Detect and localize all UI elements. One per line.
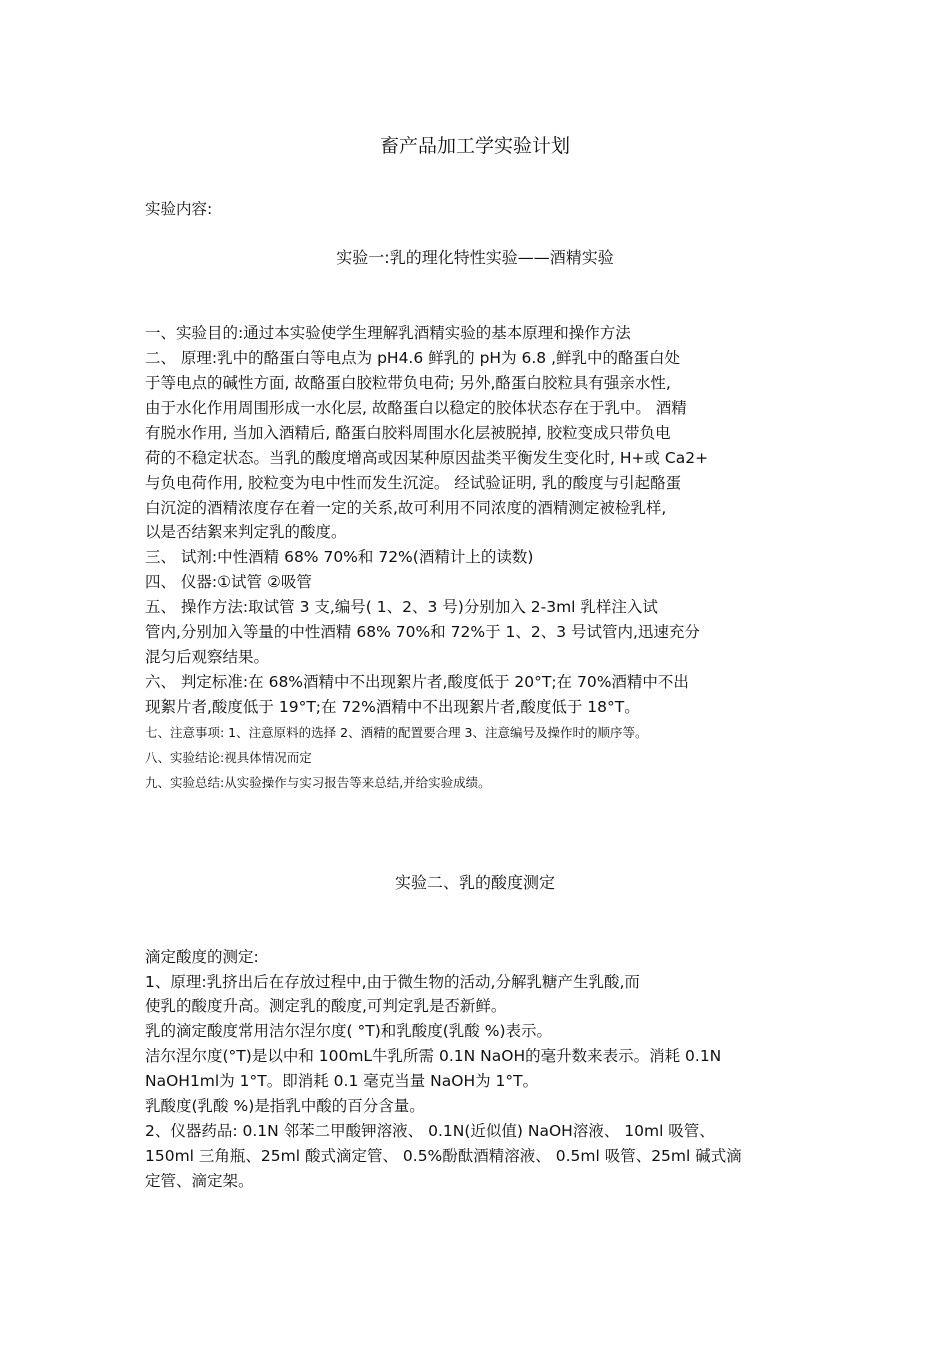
exp2-line: NaOH1ml为 1°T。即消耗 0.1 毫克当量 NaOH为 1°T。: [145, 1072, 539, 1090]
exp1-line: 五、 操作方法:取试管 3 支,编号( 1、2、3 号)分别加入 2-3ml 乳样注入试: [145, 598, 658, 616]
exp2-line: 乳的滴定酸度常用洁尔涅尔度( °T)和乳酸度(乳酸 %)表示。: [145, 1022, 552, 1040]
document-title: 畜产品加工学实验计划: [379, 135, 570, 157]
exp1-note: 七、注意事项: 1、注意原料的选择 2、酒精的配置要合理 3、注意编号及操作时的顺序等。: [145, 725, 648, 740]
exp1-line: 六、 判定标准:在 68%酒精中不出现絮片者,酸度低于 20°T;在 70%酒精中不出: [145, 673, 689, 691]
exp1-line: 荷的不稳定状态。当乳的酸度增高或因某种原因盐类平衡发生变化时, H+或 Ca2+: [145, 449, 709, 467]
exp1-heading: 实验一:乳的理化特性实验——酒精实验: [336, 248, 614, 267]
exp1-line: 管内,分别加入等量的中性酒精 68% 70%和 72%于 1、2、3 号试管内,迅速充分: [145, 623, 700, 641]
exp2-line: 1、原理:乳挤出后在存放过程中,由于微生物的活动,分解乳糖产生乳酸,而: [145, 973, 640, 991]
exp2-heading: 实验二、乳的酸度测定: [394, 873, 555, 892]
exp1-line: 有脱水作用, 当加入酒精后, 酪蛋白胶料周围水化层被脱掉, 胶粒变成只带负电: [145, 424, 671, 442]
exp2-line: 滴定酸度的测定:: [145, 948, 259, 966]
exp2-line: 洁尔涅尔度(°T)是以中和 100mL牛乳所需 0.1N NaOH的毫升数来表示。消耗 0.1N: [145, 1047, 722, 1065]
exp2-line: 乳酸度(乳酸 %)是指乳中酸的百分含量。: [145, 1097, 425, 1115]
exp1-line: 一、实验目的:通过本实验使学生理解乳酒精实验的基本原理和操作方法: [145, 324, 631, 342]
exp1-note: 九、实验总结:从实验操作与实习报告等来总结,并给实验成绩。: [145, 775, 491, 790]
content-label: 实验内容:: [145, 200, 213, 218]
exp2-line: 定管、滴定架。: [145, 1172, 254, 1190]
exp2-line: 使乳的酸度升高。测定乳的酸度,可判定乳是否新鲜。: [145, 997, 507, 1015]
exp1-line: 三、 试剂:中性酒精 68% 70%和 72%(酒精计上的读数): [145, 548, 534, 566]
exp1-line: 四、 仪器:①试管 ②吸管: [145, 573, 312, 591]
exp1-line: 白沉淀的酒精浓度存在着一定的关系,故可利用不同浓度的酒精测定被检乳样,: [145, 499, 667, 517]
exp1-note: 八、实验结论:视具体情况而定: [145, 750, 312, 765]
exp1-line: 混匀后观察结果。: [145, 648, 270, 666]
exp1-line: 由于水化作用周围形成一水化层, 故酪蛋白以稳定的胶体状态存在于乳中。 酒精: [145, 399, 687, 417]
exp2-line: 150ml 三角瓶、25ml 酸式滴定管、 0.5%酚酞酒精溶液、 0.5ml 吸管、25ml 碱式滴: [145, 1147, 742, 1165]
exp1-line: 二、 原理:乳中的酪蛋白等电点为 pH4.6 鲜乳的 pH为 6.8 ,鲜乳中的酪蛋白处: [145, 349, 681, 367]
exp1-line: 于等电点的碱性方面, 故酪蛋白胶粒带负电荷; 另外,酪蛋白胶粒具有强亲水性,: [145, 374, 671, 392]
exp2-line: 2、仪器药品: 0.1N 邻苯二甲酸钾溶液、 0.1N(近似值) NaOH溶液、 10ml 吸管、: [145, 1122, 715, 1140]
exp1-line: 现絮片者,酸度低于 19°T;在 72%酒精中不出现絮片者,酸度低于 18°T。: [145, 698, 640, 716]
exp1-line: 与负电荷作用, 胶粒变为电中性而发生沉淀。 经试验证明, 乳的酸度与引起酪蛋: [145, 474, 682, 492]
exp1-line: 以是否结絮来判定乳的酸度。: [145, 523, 347, 541]
